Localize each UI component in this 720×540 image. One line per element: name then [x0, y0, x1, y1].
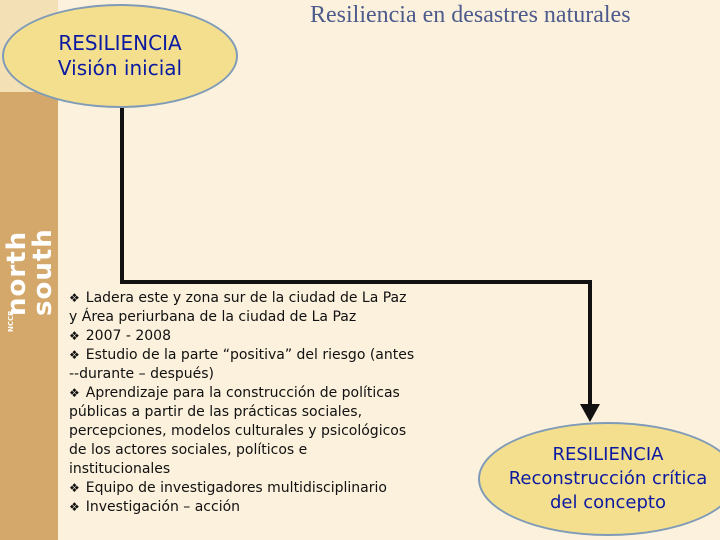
- top-ellipse-line2: Visión inicial: [57, 56, 183, 80]
- bottom-ellipse-line3: del concepto: [549, 492, 666, 513]
- logo-nccr-text: NCCR: [7, 310, 15, 332]
- bullet-text: Equipo de investigadores multidisciplinario: [85, 480, 387, 496]
- bullet-line: [69, 460, 459, 479]
- diamond-bullet-icon: ❖: [69, 348, 80, 362]
- diamond-bullet-icon: ❖: [69, 481, 80, 495]
- bullet-line: [69, 365, 459, 384]
- bullet-text: --durante – después): [69, 366, 214, 382]
- bullet-line: [69, 498, 459, 517]
- bullet-line: [69, 479, 459, 498]
- bullet-text: Aprendizaje para la construcción de políticas: [85, 385, 400, 401]
- logo-south-text: south: [28, 228, 58, 316]
- diamond-bullet-icon: ❖: [69, 500, 80, 514]
- arrowhead-icon: [580, 404, 600, 422]
- diamond-bullet-icon: ❖: [69, 329, 80, 343]
- bullet-line: [69, 384, 459, 403]
- bullet-text: Investigación – acción: [85, 499, 241, 515]
- bullet-text: 2007 - 2008: [85, 328, 171, 344]
- bullet-line: [69, 346, 459, 365]
- bullet-line: [69, 422, 459, 441]
- bullet-text: percepciones, modelos culturales y psicológicos: [69, 423, 407, 439]
- bottom-ellipse-line1: RESILIENCIA: [552, 444, 664, 465]
- bullet-line: [69, 403, 459, 422]
- bullet-list: [69, 289, 459, 517]
- top-ellipse-line1: RESILIENCIA: [58, 31, 182, 55]
- bullet-text: y Área periurbana de la ciudad de La Paz: [69, 309, 357, 325]
- bullet-text: de los actores sociales, políticos e: [69, 442, 308, 458]
- bullet-text: Ladera este y zona sur de la ciudad de La Paz: [85, 290, 407, 306]
- bullet-line: [69, 308, 459, 327]
- bullet-line: [69, 327, 459, 346]
- diamond-bullet-icon: ❖: [69, 386, 80, 400]
- top-ellipse-resiliencia: [2, 4, 238, 108]
- bottom-ellipse-line2: Reconstrucción crítica: [508, 468, 708, 489]
- diamond-bullet-icon: ❖: [69, 291, 80, 305]
- bullet-text: institucionales: [69, 461, 171, 477]
- bullet-text: públicas a partir de las prácticas sociales,: [69, 404, 363, 420]
- logo-north-text: north: [2, 230, 32, 316]
- bullet-line: [69, 289, 459, 308]
- bullet-text: Estudio de la parte “positiva” del riesgo (antes: [85, 347, 415, 363]
- slide-title: Resiliencia en desastres naturales: [310, 2, 631, 28]
- bottom-ellipse-resiliencia: [478, 422, 720, 536]
- bullet-line: [69, 441, 459, 460]
